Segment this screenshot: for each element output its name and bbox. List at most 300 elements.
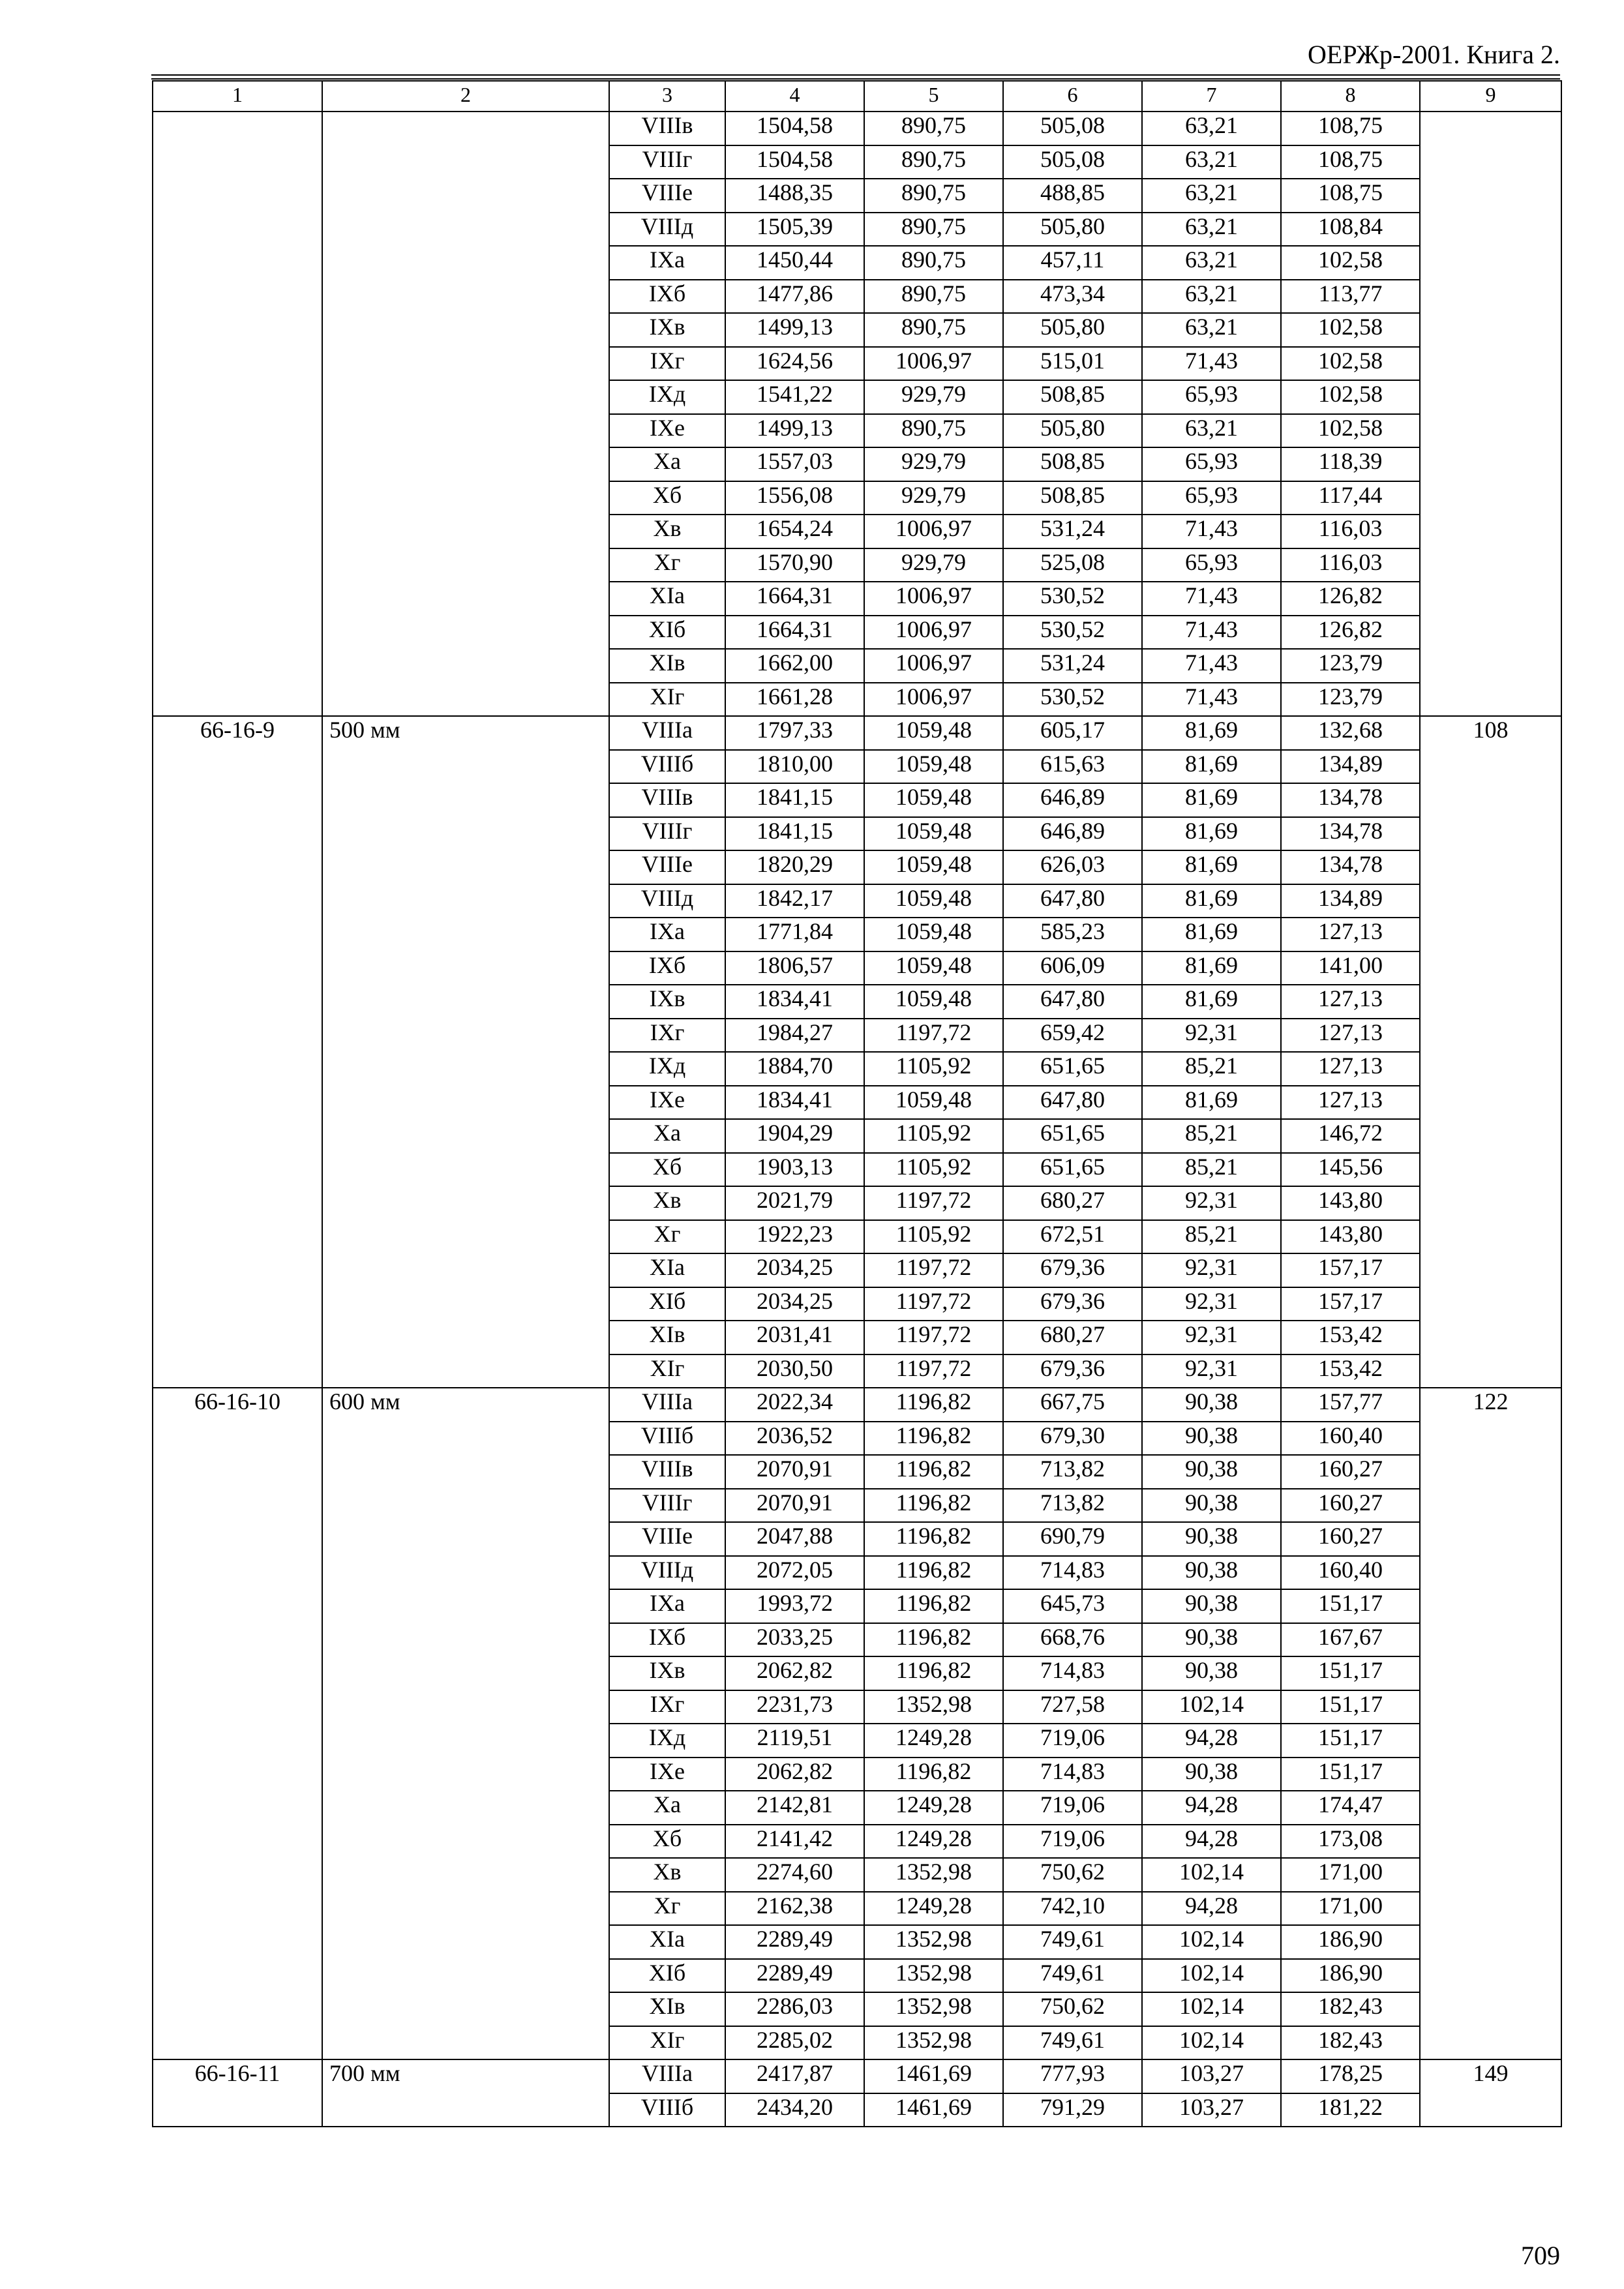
machinist-wage-cell: 90,38 <box>1142 1388 1281 1422</box>
total-cost-cell: 2289,49 <box>725 1925 864 1959</box>
total-cost-cell: 1806,57 <box>725 951 864 985</box>
header-rule-top <box>151 74 1560 76</box>
total-cost-cell: 1624,56 <box>725 347 864 381</box>
machinist-wage-cell: 71,43 <box>1142 582 1281 616</box>
machine-cost-cell: 505,08 <box>1003 112 1142 145</box>
machinist-wage-cell: 102,14 <box>1142 2026 1281 2060</box>
category-cell: IXе <box>609 1086 725 1120</box>
category-cell: IXв <box>609 1656 725 1690</box>
machine-cost-cell: 505,80 <box>1003 313 1142 347</box>
machine-cost-cell: 750,62 <box>1003 1992 1142 2026</box>
category-cell: IXе <box>609 1758 725 1791</box>
machinist-wage-cell: 85,21 <box>1142 1153 1281 1187</box>
total-cost-cell: 1771,84 <box>725 918 864 951</box>
machine-cost-cell: 750,62 <box>1003 1858 1142 1892</box>
labor-cost-cell: 1059,48 <box>864 1086 1003 1120</box>
machine-cost-cell: 531,24 <box>1003 649 1142 683</box>
labor-cost-cell: 1059,48 <box>864 817 1003 851</box>
machine-cost-cell: 530,52 <box>1003 616 1142 650</box>
materials-cost-cell: 157,77 <box>1281 1388 1420 1422</box>
labor-cost-cell: 1196,82 <box>864 1656 1003 1690</box>
total-cost-cell: 1820,29 <box>725 850 864 884</box>
labor-cost-cell: 1461,69 <box>864 2093 1003 2127</box>
category-cell: Xа <box>609 1119 725 1153</box>
machine-cost-cell: 659,42 <box>1003 1019 1142 1053</box>
labor-cost-cell: 890,75 <box>864 179 1003 213</box>
machinist-wage-cell: 92,31 <box>1142 1354 1281 1388</box>
category-cell: XIв <box>609 1321 725 1354</box>
labor-cost-cell: 890,75 <box>864 213 1003 247</box>
labor-cost-cell: 1352,98 <box>864 1858 1003 1892</box>
materials-cost-cell: 134,89 <box>1281 884 1420 918</box>
column-header-7: 7 <box>1142 81 1281 112</box>
table-row <box>153 716 1561 750</box>
materials-cost-cell: 141,00 <box>1281 951 1420 985</box>
total-cost-cell: 2162,38 <box>725 1892 864 1926</box>
item-code-cell: 66-16-11 <box>153 2059 322 2127</box>
machinist-wage-cell: 65,93 <box>1142 548 1281 582</box>
machine-cost-cell: 606,09 <box>1003 951 1142 985</box>
labor-cost-cell: 1196,82 <box>864 1522 1003 1556</box>
machine-cost-cell: 508,85 <box>1003 447 1142 481</box>
materials-cost-cell: 134,78 <box>1281 850 1420 884</box>
labor-cost-cell: 929,79 <box>864 380 1003 414</box>
machinist-wage-cell: 71,43 <box>1142 683 1281 717</box>
category-cell: IXб <box>609 280 725 314</box>
labor-cost-cell: 1197,72 <box>864 1253 1003 1287</box>
total-cost-cell: 2021,79 <box>725 1186 864 1220</box>
machine-cost-cell: 651,65 <box>1003 1052 1142 1086</box>
materials-cost-cell: 151,17 <box>1281 1724 1420 1758</box>
materials-cost-cell: 186,90 <box>1281 1959 1420 1993</box>
total-cost-cell: 1499,13 <box>725 313 864 347</box>
machine-cost-cell: 457,11 <box>1003 246 1142 280</box>
materials-cost-cell: 108,75 <box>1281 112 1420 145</box>
total-cost-cell: 2417,87 <box>725 2059 864 2093</box>
machine-cost-cell: 505,80 <box>1003 213 1142 247</box>
total-cost-cell: 1661,28 <box>725 683 864 717</box>
machinist-wage-cell: 102,14 <box>1142 1959 1281 1993</box>
machine-cost-cell: 645,73 <box>1003 1589 1142 1623</box>
category-cell: VIIIб <box>609 1422 725 1456</box>
table-body <box>153 112 1561 2127</box>
category-cell: XIа <box>609 1925 725 1959</box>
machine-cost-cell: 615,63 <box>1003 750 1142 784</box>
category-cell: VIIIа <box>609 1388 725 1422</box>
machinist-wage-cell: 81,69 <box>1142 716 1281 750</box>
materials-cost-cell: 108,75 <box>1281 145 1420 179</box>
machine-cost-cell: 679,30 <box>1003 1422 1142 1456</box>
total-cost-cell: 2030,50 <box>725 1354 864 1388</box>
item-name-cell: 600 мм <box>322 1388 609 2059</box>
machine-cost-cell: 585,23 <box>1003 918 1142 951</box>
table-row <box>153 112 1561 145</box>
materials-cost-cell: 174,47 <box>1281 1791 1420 1825</box>
machinist-wage-cell: 102,14 <box>1142 1858 1281 1892</box>
materials-cost-cell: 171,00 <box>1281 1892 1420 1926</box>
machinist-wage-cell: 63,21 <box>1142 145 1281 179</box>
materials-cost-cell: 151,17 <box>1281 1690 1420 1724</box>
total-cost-cell: 1922,23 <box>725 1220 864 1254</box>
machinist-wage-cell: 90,38 <box>1142 1656 1281 1690</box>
materials-cost-cell: 132,68 <box>1281 716 1420 750</box>
materials-cost-cell: 160,27 <box>1281 1455 1420 1489</box>
category-cell: VIIIв <box>609 112 725 145</box>
machinist-wage-cell: 63,21 <box>1142 179 1281 213</box>
machinist-wage-cell: 90,38 <box>1142 1489 1281 1523</box>
column-header-6: 6 <box>1003 81 1142 112</box>
labor-cost-cell: 1461,69 <box>864 2059 1003 2093</box>
materials-cost-cell: 134,78 <box>1281 783 1420 817</box>
materials-cost-cell: 102,58 <box>1281 246 1420 280</box>
materials-cost-cell: 108,84 <box>1281 213 1420 247</box>
category-cell: VIIIе <box>609 179 725 213</box>
machinist-wage-cell: 92,31 <box>1142 1321 1281 1354</box>
materials-cost-cell: 143,80 <box>1281 1220 1420 1254</box>
total-cost-cell: 1557,03 <box>725 447 864 481</box>
category-cell: VIIIе <box>609 850 725 884</box>
materials-cost-cell: 160,40 <box>1281 1422 1420 1456</box>
labor-cost-cell: 1059,48 <box>864 951 1003 985</box>
machine-cost-cell: 668,76 <box>1003 1623 1142 1657</box>
category-cell: IXд <box>609 380 725 414</box>
total-cost-cell: 2072,05 <box>725 1556 864 1590</box>
materials-cost-cell: 151,17 <box>1281 1758 1420 1791</box>
item-code-cell <box>153 112 322 716</box>
machine-cost-cell: 515,01 <box>1003 347 1142 381</box>
total-cost-cell: 2031,41 <box>725 1321 864 1354</box>
materials-cost-cell: 153,42 <box>1281 1354 1420 1388</box>
materials-cost-cell: 126,82 <box>1281 616 1420 650</box>
item-name-cell: 500 мм <box>322 716 609 1388</box>
machine-cost-cell: 647,80 <box>1003 985 1142 1019</box>
total-cost-cell: 1477,86 <box>725 280 864 314</box>
machinist-wage-cell: 102,14 <box>1142 1690 1281 1724</box>
total-cost-cell: 1505,39 <box>725 213 864 247</box>
category-cell: IXб <box>609 1623 725 1657</box>
total-cost-cell: 2070,91 <box>725 1489 864 1523</box>
labor-cost-cell: 1197,72 <box>864 1019 1003 1053</box>
total-cost-cell: 2033,25 <box>725 1623 864 1657</box>
total-cost-cell: 1810,00 <box>725 750 864 784</box>
table-row <box>153 1388 1561 1422</box>
machine-cost-cell: 531,24 <box>1003 515 1142 548</box>
labor-cost-cell: 1196,82 <box>864 1489 1003 1523</box>
machinist-wage-cell: 102,14 <box>1142 1992 1281 2026</box>
price-table <box>152 80 1562 2127</box>
machine-cost-cell: 505,80 <box>1003 414 1142 448</box>
category-cell: VIIIг <box>609 145 725 179</box>
machine-cost-cell: 690,79 <box>1003 1522 1142 1556</box>
materials-cost-cell: 116,03 <box>1281 548 1420 582</box>
materials-cost-cell: 126,82 <box>1281 582 1420 616</box>
category-cell: XIа <box>609 1253 725 1287</box>
machine-cost-cell: 719,06 <box>1003 1791 1142 1825</box>
machine-cost-cell: 651,65 <box>1003 1153 1142 1187</box>
category-cell: IXа <box>609 246 725 280</box>
labor-cost-cell: 1006,97 <box>864 582 1003 616</box>
machine-cost-cell: 749,61 <box>1003 1925 1142 1959</box>
machinist-wage-cell: 81,69 <box>1142 918 1281 951</box>
materials-cost-cell: 117,44 <box>1281 481 1420 515</box>
machinist-wage-cell: 63,21 <box>1142 280 1281 314</box>
category-cell: XIб <box>609 1959 725 1993</box>
machinist-wage-cell: 92,31 <box>1142 1186 1281 1220</box>
category-cell: VIIIв <box>609 783 725 817</box>
total-cost-cell: 2142,81 <box>725 1791 864 1825</box>
labor-cost-cell: 929,79 <box>864 447 1003 481</box>
labor-cost-cell: 1197,72 <box>864 1186 1003 1220</box>
category-cell: IXа <box>609 1589 725 1623</box>
labor-cost-cell: 1006,97 <box>864 616 1003 650</box>
machinist-wage-cell: 71,43 <box>1142 616 1281 650</box>
labor-cost-cell: 1196,82 <box>864 1623 1003 1657</box>
item-name-cell <box>322 112 609 716</box>
total-cost-cell: 1556,08 <box>725 481 864 515</box>
machinist-wage-cell: 94,28 <box>1142 1724 1281 1758</box>
materials-cost-cell: 123,79 <box>1281 649 1420 683</box>
category-cell: IXе <box>609 414 725 448</box>
category-cell: XIб <box>609 616 725 650</box>
category-cell: VIIIв <box>609 1455 725 1489</box>
labor-hours-cell: 149 <box>1420 2059 1561 2127</box>
category-cell: IXд <box>609 1052 725 1086</box>
materials-cost-cell: 127,13 <box>1281 1086 1420 1120</box>
labor-hours-cell <box>1420 112 1561 716</box>
materials-cost-cell: 160,40 <box>1281 1556 1420 1590</box>
item-name-cell: 700 мм <box>322 2059 609 2127</box>
machine-cost-cell: 488,85 <box>1003 179 1142 213</box>
labor-cost-cell: 1105,92 <box>864 1119 1003 1153</box>
item-code-cell: 66-16-9 <box>153 716 322 1388</box>
category-cell: VIIIб <box>609 2093 725 2127</box>
materials-cost-cell: 160,27 <box>1281 1522 1420 1556</box>
total-cost-cell: 1450,44 <box>725 246 864 280</box>
materials-cost-cell: 145,56 <box>1281 1153 1420 1187</box>
machinist-wage-cell: 102,14 <box>1142 1925 1281 1959</box>
total-cost-cell: 2231,73 <box>725 1690 864 1724</box>
materials-cost-cell: 171,00 <box>1281 1858 1420 1892</box>
labor-cost-cell: 1059,48 <box>864 884 1003 918</box>
column-header-5: 5 <box>864 81 1003 112</box>
labor-cost-cell: 1249,28 <box>864 1724 1003 1758</box>
total-cost-cell: 1654,24 <box>725 515 864 548</box>
machinist-wage-cell: 63,21 <box>1142 246 1281 280</box>
labor-cost-cell: 890,75 <box>864 145 1003 179</box>
machine-cost-cell: 727,58 <box>1003 1690 1142 1724</box>
machine-cost-cell: 719,06 <box>1003 1724 1142 1758</box>
machinist-wage-cell: 65,93 <box>1142 481 1281 515</box>
labor-cost-cell: 1352,98 <box>864 2026 1003 2060</box>
machine-cost-cell: 679,36 <box>1003 1287 1142 1321</box>
machinist-wage-cell: 90,38 <box>1142 1522 1281 1556</box>
column-header-3: 3 <box>609 81 725 112</box>
category-cell: Xв <box>609 1858 725 1892</box>
machine-cost-cell: 680,27 <box>1003 1321 1142 1354</box>
page-number: 709 <box>1521 2241 1560 2270</box>
machine-cost-cell: 667,75 <box>1003 1388 1142 1422</box>
labor-cost-cell: 890,75 <box>864 246 1003 280</box>
labor-cost-cell: 1105,92 <box>864 1153 1003 1187</box>
labor-cost-cell: 1105,92 <box>864 1052 1003 1086</box>
machinist-wage-cell: 103,27 <box>1142 2059 1281 2093</box>
category-cell: Xв <box>609 515 725 548</box>
labor-cost-cell: 1059,48 <box>864 783 1003 817</box>
machine-cost-cell: 714,83 <box>1003 1656 1142 1690</box>
document-header-title: ОЕРЖр-2001. Книга 2. <box>1308 40 1560 69</box>
machine-cost-cell: 749,61 <box>1003 2026 1142 2060</box>
labor-cost-cell: 1352,98 <box>864 1690 1003 1724</box>
total-cost-cell: 1504,58 <box>725 112 864 145</box>
machinist-wage-cell: 65,93 <box>1142 380 1281 414</box>
machine-cost-cell: 508,85 <box>1003 481 1142 515</box>
labor-cost-cell: 929,79 <box>864 548 1003 582</box>
total-cost-cell: 1904,29 <box>725 1119 864 1153</box>
materials-cost-cell: 160,27 <box>1281 1489 1420 1523</box>
materials-cost-cell: 157,17 <box>1281 1253 1420 1287</box>
total-cost-cell: 1499,13 <box>725 414 864 448</box>
materials-cost-cell: 108,75 <box>1281 179 1420 213</box>
total-cost-cell: 2274,60 <box>725 1858 864 1892</box>
machine-cost-cell: 749,61 <box>1003 1959 1142 1993</box>
materials-cost-cell: 113,77 <box>1281 280 1420 314</box>
column-header-9: 9 <box>1420 81 1561 112</box>
labor-cost-cell: 890,75 <box>864 280 1003 314</box>
machinist-wage-cell: 90,38 <box>1142 1758 1281 1791</box>
machinist-wage-cell: 90,38 <box>1142 1422 1281 1456</box>
machinist-wage-cell: 94,28 <box>1142 1791 1281 1825</box>
materials-cost-cell: 118,39 <box>1281 447 1420 481</box>
labor-cost-cell: 1006,97 <box>864 515 1003 548</box>
machine-cost-cell: 672,51 <box>1003 1220 1142 1254</box>
total-cost-cell: 1504,58 <box>725 145 864 179</box>
materials-cost-cell: 182,43 <box>1281 1992 1420 2026</box>
machine-cost-cell: 679,36 <box>1003 1253 1142 1287</box>
materials-cost-cell: 102,58 <box>1281 313 1420 347</box>
category-cell: Xб <box>609 481 725 515</box>
machine-cost-cell: 651,65 <box>1003 1119 1142 1153</box>
labor-cost-cell: 1059,48 <box>864 716 1003 750</box>
labor-cost-cell: 1197,72 <box>864 1354 1003 1388</box>
machinist-wage-cell: 90,38 <box>1142 1589 1281 1623</box>
category-cell: VIIIа <box>609 2059 725 2093</box>
machinist-wage-cell: 71,43 <box>1142 649 1281 683</box>
machine-cost-cell: 777,93 <box>1003 2059 1142 2093</box>
category-cell: IXб <box>609 951 725 985</box>
column-header-8: 8 <box>1281 81 1420 112</box>
labor-cost-cell: 1059,48 <box>864 985 1003 1019</box>
labor-cost-cell: 1196,82 <box>864 1589 1003 1623</box>
total-cost-cell: 2022,34 <box>725 1388 864 1422</box>
machine-cost-cell: 530,52 <box>1003 582 1142 616</box>
machine-cost-cell: 713,82 <box>1003 1489 1142 1523</box>
labor-cost-cell: 1249,28 <box>864 1825 1003 1859</box>
machine-cost-cell: 505,08 <box>1003 145 1142 179</box>
machinist-wage-cell: 94,28 <box>1142 1892 1281 1926</box>
materials-cost-cell: 167,67 <box>1281 1623 1420 1657</box>
materials-cost-cell: 143,80 <box>1281 1186 1420 1220</box>
category-cell: VIIIг <box>609 817 725 851</box>
materials-cost-cell: 127,13 <box>1281 985 1420 1019</box>
category-cell: XIв <box>609 649 725 683</box>
labor-cost-cell: 1196,82 <box>864 1758 1003 1791</box>
total-cost-cell: 1797,33 <box>725 716 864 750</box>
category-cell: VIIIг <box>609 1489 725 1523</box>
total-cost-cell: 1884,70 <box>725 1052 864 1086</box>
machinist-wage-cell: 92,31 <box>1142 1253 1281 1287</box>
machinist-wage-cell: 63,21 <box>1142 414 1281 448</box>
materials-cost-cell: 127,13 <box>1281 1052 1420 1086</box>
machine-cost-cell: 508,85 <box>1003 380 1142 414</box>
materials-cost-cell: 153,42 <box>1281 1321 1420 1354</box>
column-header-1: 1 <box>153 81 322 112</box>
labor-cost-cell: 929,79 <box>864 481 1003 515</box>
machinist-wage-cell: 85,21 <box>1142 1052 1281 1086</box>
materials-cost-cell: 127,13 <box>1281 918 1420 951</box>
total-cost-cell: 2141,42 <box>725 1825 864 1859</box>
materials-cost-cell: 123,79 <box>1281 683 1420 717</box>
category-cell: Xг <box>609 548 725 582</box>
total-cost-cell: 2034,25 <box>725 1287 864 1321</box>
labor-hours-cell: 108 <box>1420 716 1561 1388</box>
total-cost-cell: 2286,03 <box>725 1992 864 2026</box>
labor-cost-cell: 1059,48 <box>864 850 1003 884</box>
machine-cost-cell: 525,08 <box>1003 548 1142 582</box>
labor-cost-cell: 1196,82 <box>864 1388 1003 1422</box>
labor-cost-cell: 1196,82 <box>864 1556 1003 1590</box>
category-cell: XIг <box>609 1354 725 1388</box>
machine-cost-cell: 605,17 <box>1003 716 1142 750</box>
machinist-wage-cell: 92,31 <box>1142 1019 1281 1053</box>
machine-cost-cell: 647,80 <box>1003 884 1142 918</box>
machinist-wage-cell: 81,69 <box>1142 1086 1281 1120</box>
machine-cost-cell: 742,10 <box>1003 1892 1142 1926</box>
labor-cost-cell: 890,75 <box>864 313 1003 347</box>
table-row <box>153 2059 1561 2093</box>
total-cost-cell: 2062,82 <box>725 1758 864 1791</box>
machinist-wage-cell: 81,69 <box>1142 850 1281 884</box>
header-rule-bottom <box>151 78 1560 80</box>
materials-cost-cell: 127,13 <box>1281 1019 1420 1053</box>
category-cell: VIIIб <box>609 750 725 784</box>
labor-cost-cell: 890,75 <box>864 414 1003 448</box>
category-cell: IXг <box>609 347 725 381</box>
machinist-wage-cell: 94,28 <box>1142 1825 1281 1859</box>
category-cell: IXа <box>609 918 725 951</box>
machinist-wage-cell: 81,69 <box>1142 783 1281 817</box>
machinist-wage-cell: 65,93 <box>1142 447 1281 481</box>
total-cost-cell: 1834,41 <box>725 1086 864 1120</box>
machine-cost-cell: 679,36 <box>1003 1354 1142 1388</box>
machine-cost-cell: 713,82 <box>1003 1455 1142 1489</box>
machinist-wage-cell: 63,21 <box>1142 213 1281 247</box>
total-cost-cell: 1984,27 <box>725 1019 864 1053</box>
labor-cost-cell: 890,75 <box>864 112 1003 145</box>
category-cell: XIа <box>609 582 725 616</box>
total-cost-cell: 2434,20 <box>725 2093 864 2127</box>
machinist-wage-cell: 81,69 <box>1142 884 1281 918</box>
machinist-wage-cell: 63,21 <box>1142 112 1281 145</box>
category-cell: IXв <box>609 313 725 347</box>
total-cost-cell: 2036,52 <box>725 1422 864 1456</box>
category-cell: VIIIа <box>609 716 725 750</box>
materials-cost-cell: 157,17 <box>1281 1287 1420 1321</box>
category-cell: XIв <box>609 1992 725 2026</box>
total-cost-cell: 1662,00 <box>725 649 864 683</box>
machine-cost-cell: 714,83 <box>1003 1556 1142 1590</box>
column-header-4: 4 <box>725 81 864 112</box>
machine-cost-cell: 791,29 <box>1003 2093 1142 2127</box>
